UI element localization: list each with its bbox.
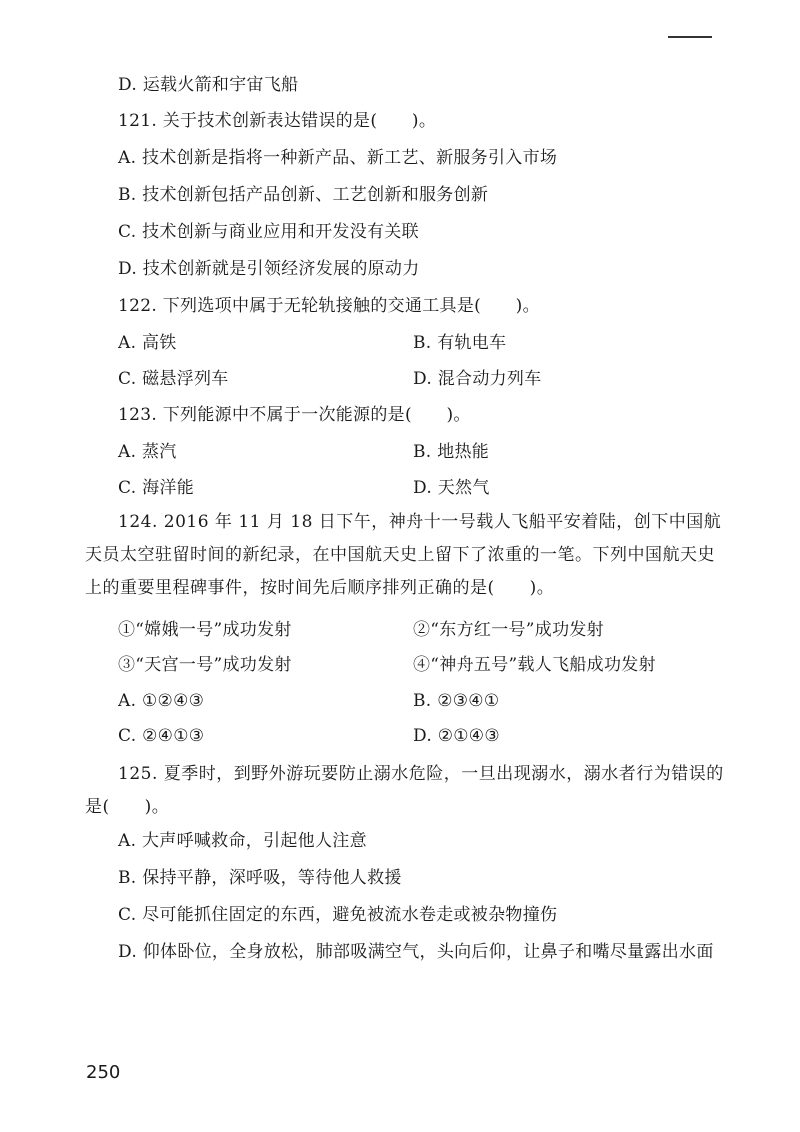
q123-option-d: D. 天然气 bbox=[413, 478, 490, 498]
page-number: 250 bbox=[86, 1062, 121, 1083]
q122-option-d: D. 混合动力列车 bbox=[413, 369, 542, 389]
q121-option-b: B. 技术创新包括产品创新、工艺创新和服务创新 bbox=[118, 185, 489, 205]
q124-option-b: B. ②③④① bbox=[413, 691, 500, 711]
q124-stem: 124. 2016 年 11 月 18 日下午，神舟十一号载人飞船平安着陆，创下中国航天员太空驻留时间的新纪录，在中国航天史上留下了浓重的一笔。下列中国航天史上的重要里程碑事件，按时间先后顺序排列正确的是( )。 bbox=[85, 512, 722, 598]
q125-stem: 125. 夏季时，到野外游玩要防止溺水危险，一旦出现溺水，溺水者行为错误的是( )。 bbox=[85, 764, 724, 817]
q121-stem: 121. 关于技术创新表达错误的是( )。 bbox=[118, 111, 437, 131]
q124-event-4: ④“神舟五号”载人飞船成功发射 bbox=[413, 655, 656, 675]
q124-event-2: ②“东方红一号”成功发射 bbox=[413, 620, 604, 640]
q121-option-d: D. 技术创新就是引领经济发展的原动力 bbox=[118, 259, 420, 279]
q123-option-b: B. 地热能 bbox=[413, 442, 490, 462]
q122-option-b: B. 有轨电车 bbox=[413, 333, 507, 353]
q124-event-1: ①“嫦娥一号”成功发射 bbox=[118, 620, 292, 640]
q122-stem: 122. 下列选项中属于无轮轨接触的交通工具是( )。 bbox=[118, 296, 540, 316]
q123-option-c: C. 海洋能 bbox=[118, 478, 195, 498]
q123-option-a: A. 蒸汽 bbox=[118, 442, 177, 462]
q122-option-c: C. 磁悬浮列车 bbox=[118, 369, 229, 389]
q125-option-c: C. 尽可能抓住固定的东西，避免被流水卷走或被杂物撞伤 bbox=[118, 905, 558, 925]
q125-option-b: B. 保持平静，深呼吸，等待他人救援 bbox=[118, 868, 402, 888]
header-rule bbox=[668, 36, 712, 38]
q125-option-d: D. 仰体卧位，全身放松，肺部吸满空气，头向后仰，让鼻子和嘴尽量露出水面 bbox=[118, 942, 714, 962]
q124-option-c: C. ②④①③ bbox=[118, 726, 205, 746]
q122-option-a: A. 高铁 bbox=[118, 333, 177, 353]
q121-option-a: A. 技术创新是指将一种新产品、新工艺、新服务引入市场 bbox=[118, 148, 558, 168]
q124-option-a: A. ①②④③ bbox=[118, 691, 205, 711]
q123-stem: 123. 下列能源中不属于一次能源的是( )。 bbox=[118, 405, 471, 425]
q120-option-d: D. 运载火箭和宇宙飞船 bbox=[118, 75, 299, 95]
q125-option-a: A. 大声呼喊救命，引起他人注意 bbox=[118, 831, 367, 851]
q124-option-d: D. ②①④③ bbox=[413, 726, 500, 746]
q121-option-c: C. 技术创新与商业应用和开发没有关联 bbox=[118, 222, 419, 242]
q124-event-3: ③“天宫一号”成功发射 bbox=[118, 655, 292, 675]
